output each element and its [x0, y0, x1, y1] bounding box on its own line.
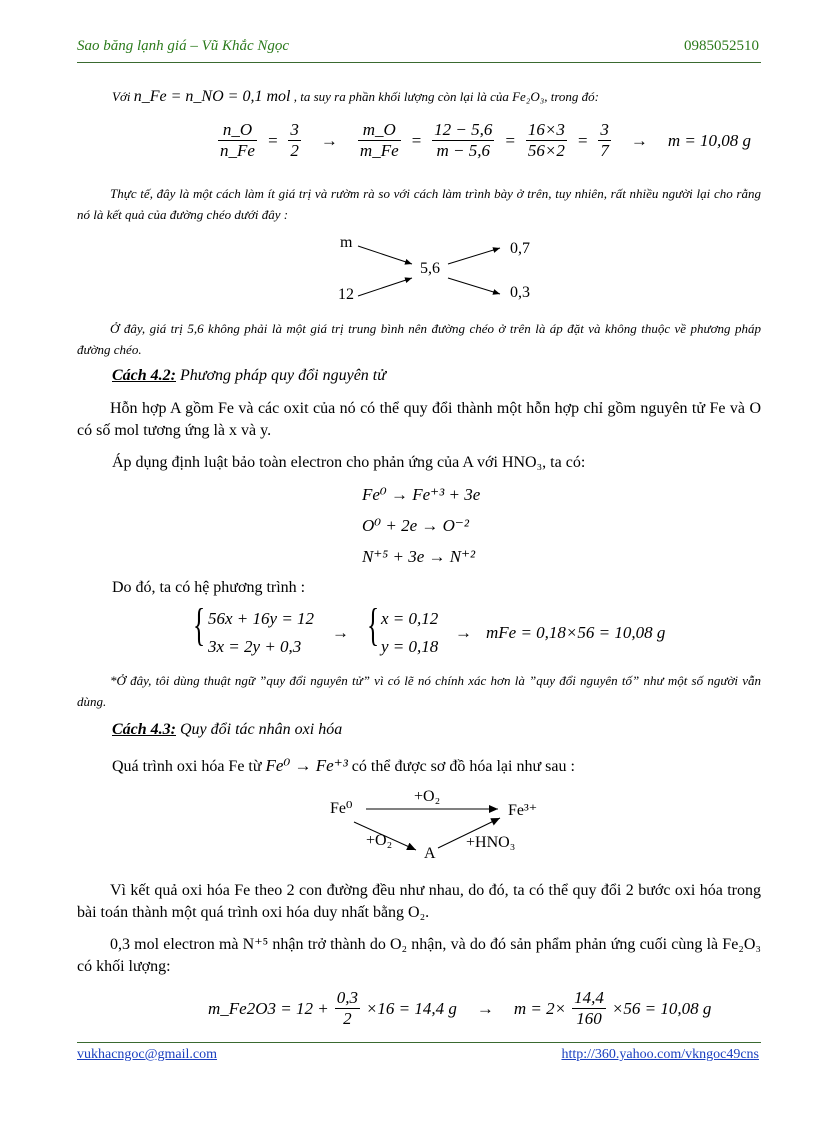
- section-43-heading: [112, 721, 342, 739]
- ox-start: Fe⁰: [330, 800, 353, 817]
- eq-fe: Fe⁰ → Fe⁺³ + 3e: [362, 485, 481, 504]
- ratio-equation: $\frac{n\_O}{n\_Fe}$ = $\frac{3}{2}$ → $\frac{m\_O}{m\_Fe}$ = $\frac{12 - 5,6}{m - 5,6}$ = $\frac{16\times 3}{56\times 2}$ = $\frac{3}{7}$ → m = 10,08 g: [220, 120, 752, 160]
- ox-mid: A: [424, 845, 436, 862]
- para1-b: có thể được sơ đồ hóa lại như sau :: [351, 758, 575, 775]
- brace-right: {: [366, 599, 380, 650]
- header-phone: 0985052510: [684, 38, 759, 54]
- final-frac-1: $\frac{0,3}{2}$: [336, 988, 358, 1028]
- intro-formula: n_Fe = n_NO = 0,1 mol: [133, 88, 291, 105]
- header-rule: [77, 62, 761, 63]
- intro-suffix: , ta suy ra phần khối lượng còn lại là của Fe₂O₃, trong đó:: [293, 89, 600, 104]
- intro-line: [112, 86, 599, 107]
- final-arrow: →: [476, 998, 494, 1018]
- final-rhs-a: m = 2×: [513, 998, 567, 1018]
- section-42-para3: Do đó, ta có hệ phương trình :: [112, 579, 306, 596]
- frac-12-56: $\frac{12 - 5,6}{m - 5,6}$: [434, 120, 493, 160]
- cross-top-left: m: [340, 234, 353, 251]
- frac-nO-nFe: $\frac{n\_O}{n\_Fe}$: [220, 120, 255, 160]
- section-42-title: Phương pháp quy đổi nguyên tử: [176, 367, 386, 384]
- sys-arrow-2: →: [455, 623, 472, 642]
- frac-mO-mFe: $\frac{m\_O}{m\_Fe}$: [359, 120, 399, 160]
- ox-top-label: +O₂: [414, 788, 441, 805]
- section-43-para1: [112, 755, 575, 778]
- cross-center: 5,6: [420, 260, 440, 277]
- note-1: Thực tế, đây là một cách làm ít giá trị và rườm rà so với cách làm trình bày ở trên, tuy nhiên, rất nhiều người lại cho rằng nó là kết quả của đường chéo dưới đây :: [77, 186, 761, 222]
- final-lhs: m_Fe2O3 = 12 +: [208, 998, 329, 1018]
- header-title: Sao băng lạnh giá – Vũ Khắc Ngọc: [77, 38, 290, 54]
- eq-n: N⁺⁵ + 3e → N⁺²: [362, 547, 476, 566]
- sys-b2: y = 0,18: [381, 637, 439, 656]
- section-43-label: Cách 4.3:: [112, 721, 176, 738]
- cross-diagram: [320, 230, 540, 310]
- footer-email-link[interactable]: vukhacngoc@gmail.com: [77, 1047, 218, 1062]
- note-2: Ở đây, giá trị 5,6 không phải là một giá trị trung bình nên đường chéo ở trên là áp đặt và không thuộc về phương pháp đường chéo.: [77, 321, 761, 357]
- final-frac-2: $\frac{14,4}{160}$: [574, 988, 604, 1028]
- brace-left: {: [192, 599, 206, 650]
- final-mid: ×16 = 14,4 g: [365, 998, 457, 1018]
- sys-result: mFe = 0,18×56 = 10,08 g: [486, 623, 666, 642]
- frac-3-2: $\frac{3}{2}$: [290, 120, 299, 160]
- footnote-42: *Ở đây, tôi dùng thuật ngữ ”quy đổi nguyên tử” vì có lẽ nó chính xác hơn là ”quy đổi nguyên tố” như một số người vẫn dùng.: [77, 673, 761, 709]
- ox-right-label: +HNO₃: [466, 834, 516, 851]
- sys-arrow-1: →: [332, 623, 349, 642]
- cross-bottom-left: 12: [338, 286, 354, 303]
- ratio-result: m = 10,08 g: [667, 130, 752, 150]
- section-43-para3: 0,3 mol electron mà N⁺⁵ nhận trở thành do O₂ nhận, và do đó sản phẩm phản ứng cuối cùng là Fe₂O₃ có khối lượng:: [77, 936, 761, 975]
- frac-16x3: $\frac{16\times 3}{56\times 2}$: [527, 120, 565, 160]
- ox-end: Fe³⁺: [508, 802, 538, 819]
- eq-o: O⁰ + 2e → O⁻²: [362, 516, 469, 535]
- final-equation: [208, 988, 711, 1029]
- para1-formula: Fe⁰ → Fe⁺³: [265, 756, 348, 775]
- para1-a: Quá trình oxi hóa Fe từ: [112, 758, 262, 775]
- section-43-title: Quy đổi tác nhân oxi hóa: [176, 721, 343, 738]
- frac-3-7: $\frac{3}{7}$: [600, 120, 609, 160]
- cross-top-right: 0,7: [510, 240, 530, 257]
- section-42-heading: [112, 367, 386, 385]
- footer-url-link[interactable]: http://360.yahoo.com/vkngoc49cns: [561, 1047, 759, 1062]
- section-43-para2: Vì kết quả oxi hóa Fe theo 2 con đường đều như nhau, do đó, ta có thể quy đổi 2 bước oxi hóa trong bài toán thành một quá trình oxi hóa duy nhất bằng O₂.: [77, 882, 761, 921]
- sys-b1: x = 0,12: [381, 609, 439, 628]
- sys-a2: 3x = 2y + 0,3: [208, 637, 302, 656]
- oxidation-arrows: [320, 788, 580, 866]
- oxidation-diagram: [320, 788, 580, 866]
- cross-bottom-right: 0,3: [510, 284, 530, 301]
- section-42-para2: Áp dụng định luật bảo toàn electron cho phản ứng của A với HNO₃, ta có:: [112, 454, 586, 471]
- intro-prefix: Với: [112, 89, 131, 104]
- ox-left-label: +O₂: [366, 832, 393, 849]
- section-42-para1: Hỗn hợp A gồm Fe và các oxit của nó có thể quy đổi thành một hỗn hợp chỉ gồm nguyên tử Fe và O có số mol tương ứng là x và y.: [77, 400, 761, 439]
- sys-a1: 56x + 16y = 12: [208, 609, 315, 628]
- section-42-label: Cách 4.2:: [112, 367, 176, 384]
- final-rhs-b: ×56 = 10,08 g: [611, 998, 712, 1018]
- footer-rule: [77, 1042, 761, 1043]
